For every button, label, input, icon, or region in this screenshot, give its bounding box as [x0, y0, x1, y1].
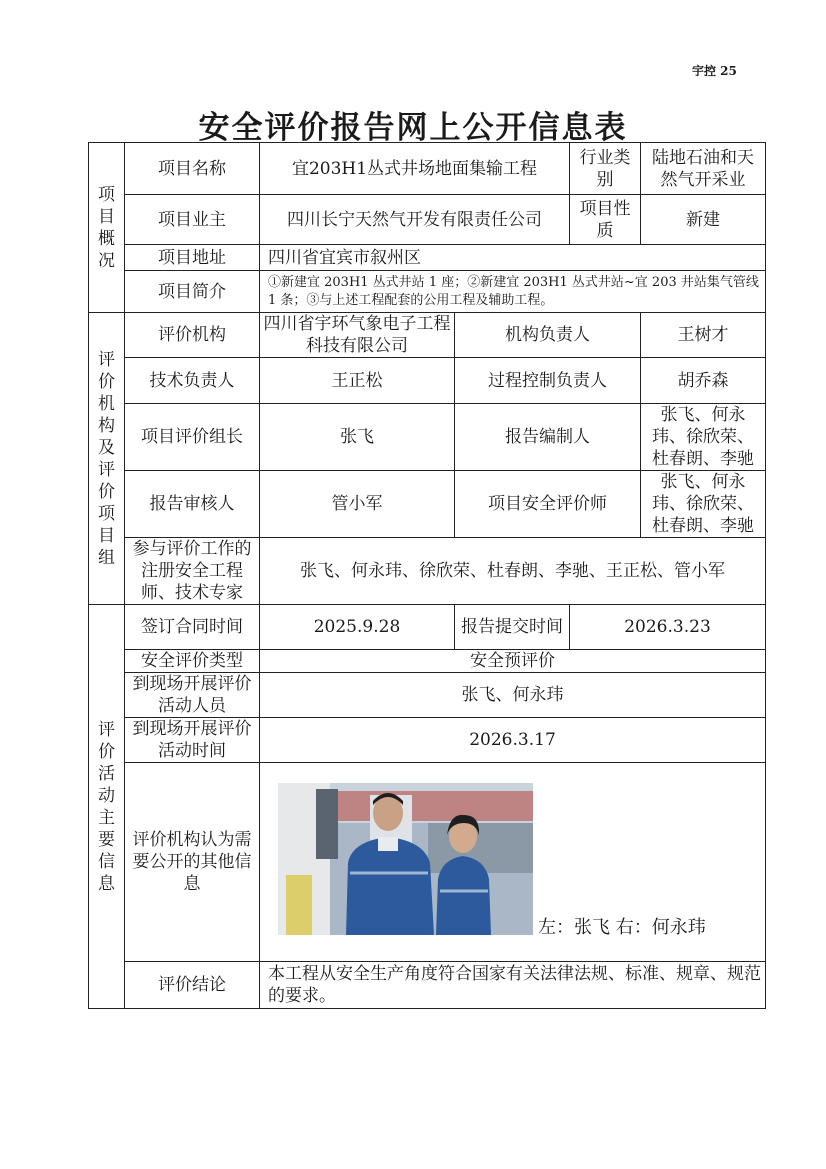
label-assessment-type: 安全评价类型 [125, 650, 260, 673]
staff-photo [278, 783, 533, 935]
label-tech-lead: 技术负责人 [125, 358, 260, 404]
label-site-time: 到现场开展评价活动时间 [125, 718, 260, 763]
label-process-lead: 过程控制负责人 [455, 358, 641, 404]
value-report-reviewer: 管小军 [260, 471, 455, 538]
label-report-compiler: 报告编制人 [455, 404, 641, 471]
label-project-name: 项目名称 [125, 143, 260, 195]
value-project-name: 宜203H1丛式井场地面集输工程 [260, 143, 570, 195]
value-project-intro: ①新建宜 203H1 丛式井站 1 座；②新建宜 203H1 丛式井站~宜 203 井站集气管线 1 条；③与上述工程配套的公用工程及辅助工程。 [260, 271, 766, 313]
section-label-org: 评 价 机 构 及 评 价 项 目 组 [89, 313, 125, 605]
label-project-address: 项目地址 [125, 245, 260, 271]
value-report-compiler: 张飞、何永玮、徐欣荣、杜春朗、李驰 [641, 404, 766, 471]
label-submit-date: 报告提交时间 [455, 605, 570, 650]
label-report-reviewer: 报告审核人 [125, 471, 260, 538]
staff-photo-image [278, 783, 533, 935]
label-project-intro: 项目简介 [125, 271, 260, 313]
value-site-time: 2026.3.17 [260, 718, 766, 763]
label-site-staff: 到现场开展评价活动人员 [125, 673, 260, 718]
label-industry: 行业类别 [570, 143, 641, 195]
value-assessment-type: 安全预评价 [260, 650, 766, 673]
label-team-leader: 项目评价组长 [125, 404, 260, 471]
value-process-lead: 胡乔森 [641, 358, 766, 404]
value-site-staff: 张飞、何永玮 [260, 673, 766, 718]
section-label-activity: 评 价 活 动 主 要 信 息 [89, 605, 125, 1009]
value-other-info [260, 763, 766, 962]
label-contract-date: 签订合同时间 [125, 605, 260, 650]
value-project-owner: 四川长宁天然气开发有限责任公司 [260, 195, 570, 245]
photo-caption: 左：张飞 右：何永玮 [538, 917, 706, 938]
value-team-leader: 张飞 [260, 404, 455, 471]
value-safety-assessor: 张飞、何永玮、徐欣荣、杜春朗、李驰 [641, 471, 766, 538]
label-other-info: 评价机构认为需要公开的其他信息 [125, 763, 260, 962]
value-tech-lead: 王正松 [260, 358, 455, 404]
value-project-address: 四川省宜宾市叙州区 [260, 245, 766, 271]
label-participants: 参与评价工作的注册安全工程师、技术专家 [125, 538, 260, 605]
value-submit-date: 2026.3.23 [570, 605, 766, 650]
label-project-nature: 项目性质 [570, 195, 641, 245]
section-label-overview: 项 目 概 况 [89, 143, 125, 313]
value-industry: 陆地石油和天然气开采业 [641, 143, 766, 195]
value-project-nature: 新建 [641, 195, 766, 245]
label-agency: 评价机构 [125, 313, 260, 358]
value-conclusion: 本工程从安全生产角度符合国家有关法律法规、标准、规章、规范的要求。 [260, 962, 766, 1009]
value-agency: 四川省宇环气象电子工程科技有限公司 [260, 313, 455, 358]
value-contract-date: 2025.9.28 [260, 605, 455, 650]
value-agency-head: 王树才 [641, 313, 766, 358]
value-participants: 张飞、何永玮、徐欣荣、杜春朗、李驰、王正松、管小军 [260, 538, 766, 605]
label-agency-head: 机构负责人 [455, 313, 641, 358]
info-table [88, 142, 766, 1009]
label-conclusion: 评价结论 [125, 962, 260, 1009]
document-code: 宇控 25 [692, 64, 737, 78]
label-safety-assessor: 项目安全评价师 [455, 471, 641, 538]
page-title: 安全评价报告网上公开信息表 [198, 110, 628, 146]
label-project-owner: 项目业主 [125, 195, 260, 245]
